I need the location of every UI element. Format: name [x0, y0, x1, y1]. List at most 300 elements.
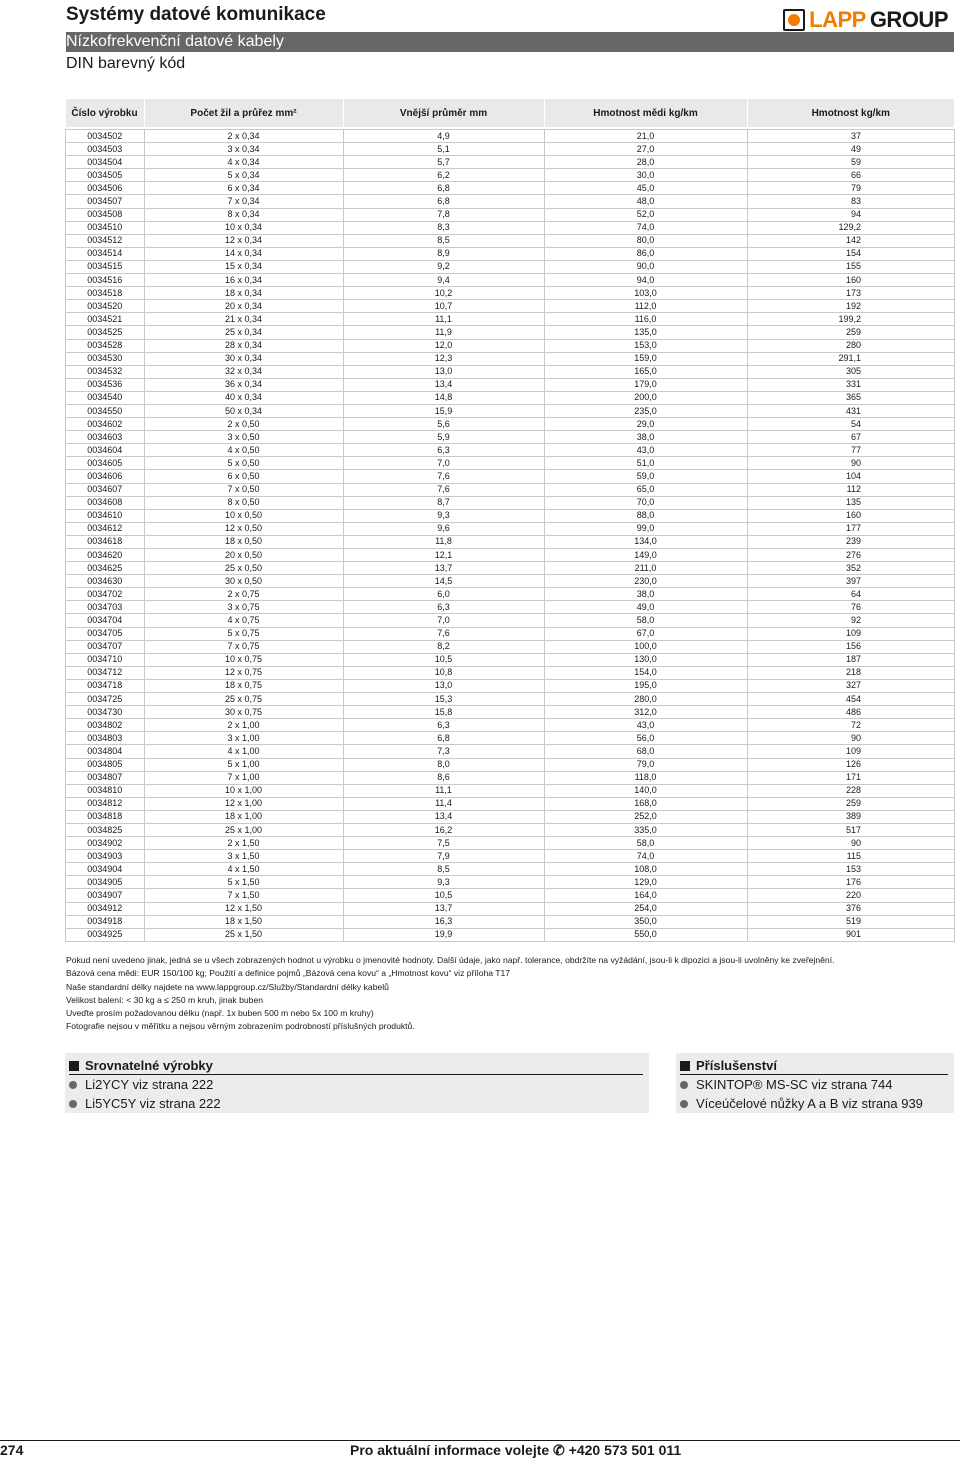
cell-copper-weight: 38,0 — [544, 431, 747, 444]
cell-product-number: 0034610 — [66, 509, 145, 522]
cell-product-number: 0034625 — [66, 562, 145, 575]
cell-cores: 25 x 0,75 — [144, 693, 343, 706]
cell-weight: 486 — [747, 706, 955, 719]
cell-cores: 30 x 0,75 — [144, 706, 343, 719]
cell-product-number: 0034503 — [66, 143, 145, 156]
table-row — [66, 915, 955, 928]
table-row — [66, 666, 955, 679]
cell-outer-diameter: 11,1 — [343, 784, 544, 797]
cell-weight: 901 — [747, 928, 955, 941]
page-number: 274 — [0, 1442, 24, 1458]
notes-block — [66, 954, 956, 1034]
note-line: Uveďte prosím požadovanou délku (např. 1x buben 500 m nebo 5x 100 m kruhy) — [66, 1008, 374, 1019]
cell-product-number: 0034525 — [66, 326, 145, 339]
cell-outer-diameter: 7,0 — [343, 457, 544, 470]
cell-weight: 517 — [747, 823, 955, 836]
cell-outer-diameter: 7,6 — [343, 470, 544, 483]
cell-copper-weight: 99,0 — [544, 522, 747, 535]
cell-copper-weight: 100,0 — [544, 640, 747, 653]
cell-weight: 156 — [747, 640, 955, 653]
cell-product-number: 0034904 — [66, 863, 145, 876]
cell-outer-diameter: 7,5 — [343, 837, 544, 850]
cell-product-number: 0034805 — [66, 758, 145, 771]
cell-outer-diameter: 5,9 — [343, 431, 544, 444]
cell-cores: 3 x 0,75 — [144, 601, 343, 614]
cell-outer-diameter: 16,3 — [343, 915, 544, 928]
cell-cores: 5 x 1,50 — [144, 876, 343, 889]
cell-weight: 171 — [747, 771, 955, 784]
cell-cores: 7 x 1,00 — [144, 771, 343, 784]
cell-cores: 21 x 0,34 — [144, 313, 343, 326]
cell-copper-weight: 45,0 — [544, 182, 747, 195]
cell-weight: 327 — [747, 679, 955, 692]
comparable-product-link[interactable]: Li5YC5Y viz strana 222 — [85, 1096, 221, 1111]
cell-copper-weight: 51,0 — [544, 457, 747, 470]
cell-cores: 2 x 1,50 — [144, 837, 343, 850]
cell-weight: 431 — [747, 404, 955, 417]
cell-outer-diameter: 12,0 — [343, 339, 544, 352]
square-bullet-icon — [680, 1061, 690, 1071]
cell-cores: 5 x 0,34 — [144, 169, 343, 182]
cell-product-number: 0034512 — [66, 234, 145, 247]
cell-outer-diameter: 8,5 — [343, 234, 544, 247]
cell-cores: 7 x 1,50 — [144, 889, 343, 902]
cell-cores: 5 x 0,75 — [144, 627, 343, 640]
table-row — [66, 313, 955, 326]
table-row — [66, 850, 955, 863]
cell-copper-weight: 56,0 — [544, 732, 747, 745]
cell-outer-diameter: 6,3 — [343, 444, 544, 457]
cell-copper-weight: 154,0 — [544, 666, 747, 679]
cell-outer-diameter: 10,2 — [343, 287, 544, 300]
cell-product-number: 0034710 — [66, 653, 145, 666]
cell-copper-weight: 235,0 — [544, 404, 747, 417]
table-row — [66, 365, 955, 378]
cell-product-number: 0034712 — [66, 666, 145, 679]
cell-product-number: 0034504 — [66, 156, 145, 169]
cell-copper-weight: 94,0 — [544, 274, 747, 287]
cell-outer-diameter: 14,8 — [343, 391, 544, 404]
cell-outer-diameter: 11,9 — [343, 326, 544, 339]
cell-product-number: 0034536 — [66, 378, 145, 391]
cell-product-number: 0034825 — [66, 823, 145, 836]
cell-weight: 77 — [747, 444, 955, 457]
cell-outer-diameter: 7,6 — [343, 627, 544, 640]
cell-cores: 15 x 0,34 — [144, 260, 343, 273]
cell-product-number: 0034705 — [66, 627, 145, 640]
cell-outer-diameter: 6,8 — [343, 732, 544, 745]
accessories-title: Příslušenství — [696, 1058, 777, 1073]
cell-copper-weight: 108,0 — [544, 863, 747, 876]
cell-outer-diameter: 7,6 — [343, 483, 544, 496]
cell-weight: 142 — [747, 234, 955, 247]
cell-product-number: 0034602 — [66, 418, 145, 431]
note-line: Velikost balení: < 30 kg a ≤ 250 m kruh, jinak buben — [66, 994, 264, 1005]
cell-copper-weight: 116,0 — [544, 313, 747, 326]
cell-copper-weight: 21,0 — [544, 130, 747, 143]
cell-product-number: 0034540 — [66, 391, 145, 404]
cell-outer-diameter: 13,4 — [343, 810, 544, 823]
cell-cores: 12 x 0,75 — [144, 666, 343, 679]
cell-copper-weight: 112,0 — [544, 300, 747, 313]
cell-copper-weight: 165,0 — [544, 365, 747, 378]
cell-cores: 4 x 0,34 — [144, 156, 343, 169]
table-row — [66, 274, 955, 287]
cell-cores: 2 x 1,00 — [144, 719, 343, 732]
cell-copper-weight: 49,0 — [544, 601, 747, 614]
cell-copper-weight: 58,0 — [544, 614, 747, 627]
cell-copper-weight: 88,0 — [544, 509, 747, 522]
cell-cores: 50 x 0,34 — [144, 404, 343, 417]
cell-cores: 6 x 0,34 — [144, 182, 343, 195]
cell-outer-diameter: 13,7 — [343, 562, 544, 575]
cell-cores: 5 x 0,50 — [144, 457, 343, 470]
cell-product-number: 0034607 — [66, 483, 145, 496]
cell-product-number: 0034725 — [66, 693, 145, 706]
cell-product-number: 0034912 — [66, 902, 145, 915]
cell-copper-weight: 48,0 — [544, 195, 747, 208]
cell-cores: 2 x 0,75 — [144, 588, 343, 601]
cell-weight: 220 — [747, 889, 955, 902]
table-row — [66, 706, 955, 719]
cell-weight: 305 — [747, 365, 955, 378]
cell-copper-weight: 200,0 — [544, 391, 747, 404]
section-subtitle: Nízkofrekvenční datové kabely — [66, 32, 954, 52]
cell-cores: 7 x 0,50 — [144, 483, 343, 496]
cell-weight: 59 — [747, 156, 955, 169]
cell-weight: 83 — [747, 195, 955, 208]
table-row — [66, 470, 955, 483]
cell-copper-weight: 159,0 — [544, 352, 747, 365]
cell-outer-diameter: 8,6 — [343, 771, 544, 784]
cell-copper-weight: 70,0 — [544, 496, 747, 509]
table-row — [66, 234, 955, 247]
table-row — [66, 404, 955, 417]
cell-cores: 12 x 1,50 — [144, 902, 343, 915]
table-row — [66, 522, 955, 535]
cell-product-number: 0034905 — [66, 876, 145, 889]
cell-product-number: 0034810 — [66, 784, 145, 797]
table-row — [66, 509, 955, 522]
cell-copper-weight: 79,0 — [544, 758, 747, 771]
cell-weight: 54 — [747, 418, 955, 431]
accessory-link[interactable]: SKINTOP® MS-SC viz strana 744 — [696, 1077, 893, 1092]
cell-weight: 331 — [747, 378, 955, 391]
cell-product-number: 0034603 — [66, 431, 145, 444]
cell-copper-weight: 179,0 — [544, 378, 747, 391]
dot-bullet-icon — [680, 1081, 688, 1089]
cell-product-number: 0034521 — [66, 313, 145, 326]
col-header-outer-diameter: Vnější průměr mm — [343, 99, 544, 127]
cell-outer-diameter: 5,7 — [343, 156, 544, 169]
section-subsubtitle: DIN barevný kód — [66, 55, 186, 72]
cell-cores: 4 x 0,50 — [144, 444, 343, 457]
table-row — [66, 300, 955, 313]
cell-weight: 64 — [747, 588, 955, 601]
table-row — [66, 483, 955, 496]
cell-outer-diameter: 11,8 — [343, 535, 544, 548]
cell-outer-diameter: 6,3 — [343, 719, 544, 732]
cell-copper-weight: 134,0 — [544, 535, 747, 548]
cell-copper-weight: 29,0 — [544, 418, 747, 431]
cell-copper-weight: 38,0 — [544, 588, 747, 601]
col-header-copper-weight: Hmotnost mědi kg/km — [544, 99, 747, 127]
cell-product-number: 0034718 — [66, 679, 145, 692]
cell-weight: 90 — [747, 732, 955, 745]
cell-product-number: 0034528 — [66, 339, 145, 352]
cell-weight: 276 — [747, 549, 955, 562]
cell-cores: 4 x 0,75 — [144, 614, 343, 627]
cell-product-number: 0034903 — [66, 850, 145, 863]
cell-product-number: 0034803 — [66, 732, 145, 745]
cell-weight: 259 — [747, 326, 955, 339]
cell-cores: 18 x 0,34 — [144, 287, 343, 300]
cell-cores: 5 x 1,00 — [144, 758, 343, 771]
note-line: Pokud není uvedeno jinak, jedná se u všech zobrazených hodnot u výrobku o jmenovité hodnoty. Další údaje, jako např. tolerance, obdržíte na vyžádání, jsou-li k dipozici a jsou-li uvolněny ke zveřejnění. — [66, 955, 835, 965]
cell-product-number: 0034802 — [66, 719, 145, 732]
cell-weight: 177 — [747, 522, 955, 535]
table-row — [66, 653, 955, 666]
cell-cores: 16 x 0,34 — [144, 274, 343, 287]
cell-cores: 30 x 0,34 — [144, 352, 343, 365]
cell-cores: 25 x 1,50 — [144, 928, 343, 941]
cell-outer-diameter: 6,0 — [343, 588, 544, 601]
cell-weight: 79 — [747, 182, 955, 195]
table-row — [66, 339, 955, 352]
cell-outer-diameter: 10,5 — [343, 889, 544, 902]
cell-cores: 20 x 0,50 — [144, 549, 343, 562]
cell-outer-diameter: 5,1 — [343, 143, 544, 156]
cell-cores: 2 x 0,34 — [144, 130, 343, 143]
cell-copper-weight: 80,0 — [544, 234, 747, 247]
cell-cores: 30 x 0,50 — [144, 575, 343, 588]
cell-copper-weight: 550,0 — [544, 928, 747, 941]
table-row — [66, 823, 955, 836]
cell-weight: 112 — [747, 483, 955, 496]
cell-product-number: 0034804 — [66, 745, 145, 758]
cell-copper-weight: 30,0 — [544, 169, 747, 182]
table-row — [66, 640, 955, 653]
cell-product-number: 0034550 — [66, 404, 145, 417]
cell-weight: 129,2 — [747, 221, 955, 234]
cell-copper-weight: 149,0 — [544, 549, 747, 562]
cell-copper-weight: 195,0 — [544, 679, 747, 692]
cell-weight: 126 — [747, 758, 955, 771]
cell-product-number: 0034807 — [66, 771, 145, 784]
cell-outer-diameter: 15,3 — [343, 693, 544, 706]
cell-product-number: 0034704 — [66, 614, 145, 627]
cell-weight: 92 — [747, 614, 955, 627]
table-row — [66, 418, 955, 431]
cell-cores: 8 x 0,34 — [144, 208, 343, 221]
cell-outer-diameter: 8,2 — [343, 640, 544, 653]
comparable-product-link[interactable]: Li2YCY viz strana 222 — [85, 1077, 214, 1092]
cell-cores: 36 x 0,34 — [144, 378, 343, 391]
cell-product-number: 0034630 — [66, 575, 145, 588]
cell-cores: 4 x 1,50 — [144, 863, 343, 876]
cell-outer-diameter: 15,9 — [343, 404, 544, 417]
cell-cores: 7 x 0,75 — [144, 640, 343, 653]
cell-weight: 90 — [747, 837, 955, 850]
lapp-group-logo — [783, 7, 948, 33]
cell-copper-weight: 27,0 — [544, 143, 747, 156]
cell-outer-diameter: 9,3 — [343, 509, 544, 522]
accessories-box — [676, 1053, 954, 1113]
table-row — [66, 837, 955, 850]
cell-copper-weight: 140,0 — [544, 784, 747, 797]
product-table — [65, 99, 955, 942]
table-row — [66, 195, 955, 208]
cell-outer-diameter: 9,2 — [343, 260, 544, 273]
table-row — [66, 889, 955, 902]
cell-outer-diameter: 19,9 — [343, 928, 544, 941]
cell-copper-weight: 211,0 — [544, 562, 747, 575]
cell-outer-diameter: 6,8 — [343, 182, 544, 195]
cell-cores: 14 x 0,34 — [144, 247, 343, 260]
cell-weight: 109 — [747, 627, 955, 640]
cell-cores: 25 x 0,34 — [144, 326, 343, 339]
cell-copper-weight: 252,0 — [544, 810, 747, 823]
cell-weight: 199,2 — [747, 313, 955, 326]
table-row — [66, 562, 955, 575]
cell-outer-diameter: 8,0 — [343, 758, 544, 771]
cell-outer-diameter: 5,6 — [343, 418, 544, 431]
cell-cores: 3 x 0,50 — [144, 431, 343, 444]
table-row — [66, 444, 955, 457]
cell-outer-diameter: 8,7 — [343, 496, 544, 509]
table-body — [66, 130, 955, 942]
cell-product-number: 0034918 — [66, 915, 145, 928]
table-row — [66, 797, 955, 810]
cell-weight: 109 — [747, 745, 955, 758]
cell-product-number: 0034707 — [66, 640, 145, 653]
cell-weight: 155 — [747, 260, 955, 273]
note-line: Fotografie nejsou v měřítku a nejsou věrným zobrazením podrobností příslušných produktů. — [66, 1021, 415, 1032]
cell-weight: 76 — [747, 601, 955, 614]
cell-outer-diameter: 9,4 — [343, 274, 544, 287]
lapp-logo-icon — [783, 9, 805, 31]
cell-copper-weight: 28,0 — [544, 156, 747, 169]
table-row — [66, 863, 955, 876]
cell-weight: 154 — [747, 247, 955, 260]
cell-product-number: 0034520 — [66, 300, 145, 313]
cell-product-number: 0034818 — [66, 810, 145, 823]
cell-product-number: 0034510 — [66, 221, 145, 234]
cell-product-number: 0034812 — [66, 797, 145, 810]
cell-outer-diameter: 13,4 — [343, 378, 544, 391]
cell-copper-weight: 65,0 — [544, 483, 747, 496]
cell-weight: 454 — [747, 693, 955, 706]
dot-bullet-icon — [69, 1100, 77, 1108]
cell-outer-diameter: 9,6 — [343, 522, 544, 535]
cell-weight: 160 — [747, 274, 955, 287]
cell-weight: 49 — [747, 143, 955, 156]
cell-outer-diameter: 8,5 — [343, 863, 544, 876]
cell-product-number: 0034518 — [66, 287, 145, 300]
cell-copper-weight: 59,0 — [544, 470, 747, 483]
cell-copper-weight: 43,0 — [544, 444, 747, 457]
cell-outer-diameter: 13,0 — [343, 365, 544, 378]
cell-product-number: 0034703 — [66, 601, 145, 614]
logo-group-text: GROUP — [869, 7, 948, 32]
comparable-products-title: Srovnatelné výrobky — [85, 1058, 213, 1073]
cell-cores: 6 x 0,50 — [144, 470, 343, 483]
cell-copper-weight: 129,0 — [544, 876, 747, 889]
table-row — [66, 326, 955, 339]
cell-cores: 7 x 0,34 — [144, 195, 343, 208]
table-row — [66, 182, 955, 195]
cell-outer-diameter: 6,3 — [343, 601, 544, 614]
cell-copper-weight: 90,0 — [544, 260, 747, 273]
logo-lapp-text: LAPP — [809, 7, 866, 32]
cell-product-number: 0034505 — [66, 169, 145, 182]
cell-outer-diameter: 7,0 — [343, 614, 544, 627]
cell-weight: 397 — [747, 575, 955, 588]
cell-product-number: 0034902 — [66, 837, 145, 850]
cell-product-number: 0034612 — [66, 522, 145, 535]
cell-product-number: 0034608 — [66, 496, 145, 509]
cell-weight: 365 — [747, 391, 955, 404]
table-row — [66, 745, 955, 758]
cell-cores: 10 x 0,75 — [144, 653, 343, 666]
cell-product-number: 0034508 — [66, 208, 145, 221]
table-row — [66, 876, 955, 889]
col-header-product-number: Číslo výrobku — [66, 99, 145, 127]
table-row — [66, 535, 955, 548]
cell-cores: 20 x 0,34 — [144, 300, 343, 313]
cell-copper-weight: 86,0 — [544, 247, 747, 260]
page-title: Systémy datové komunikace — [66, 4, 326, 25]
cell-weight: 187 — [747, 653, 955, 666]
cell-cores: 2 x 0,50 — [144, 418, 343, 431]
cell-outer-diameter: 4,9 — [343, 130, 544, 143]
cell-outer-diameter: 6,8 — [343, 195, 544, 208]
cell-cores: 12 x 0,34 — [144, 234, 343, 247]
table-row — [66, 247, 955, 260]
cell-outer-diameter: 15,8 — [343, 706, 544, 719]
cell-product-number: 0034606 — [66, 470, 145, 483]
comparable-products-box — [65, 1053, 649, 1113]
table-row — [66, 457, 955, 470]
cell-weight: 376 — [747, 902, 955, 915]
cell-product-number: 0034514 — [66, 247, 145, 260]
table-row — [66, 601, 955, 614]
table-row — [66, 221, 955, 234]
cell-weight: 72 — [747, 719, 955, 732]
cell-cores: 8 x 0,50 — [144, 496, 343, 509]
cell-cores: 18 x 1,00 — [144, 810, 343, 823]
cell-cores: 18 x 1,50 — [144, 915, 343, 928]
cell-product-number: 0034507 — [66, 195, 145, 208]
cell-cores: 40 x 0,34 — [144, 391, 343, 404]
note-line: Bázová cena mědi: EUR 150/100 kg; Použití a definice pojmů „Bázová cena kovu“ a „Hmotnost kovu“ viz příloha T17 — [66, 968, 511, 979]
cell-copper-weight: 230,0 — [544, 575, 747, 588]
cell-cores: 4 x 1,00 — [144, 745, 343, 758]
cell-product-number: 0034502 — [66, 130, 145, 143]
cell-outer-diameter: 12,1 — [343, 549, 544, 562]
cell-weight: 160 — [747, 509, 955, 522]
cell-outer-diameter: 13,0 — [343, 679, 544, 692]
accessory-link[interactable]: Víceúčelové nůžky A a B viz strana 939 — [696, 1096, 923, 1111]
cell-outer-diameter: 10,7 — [343, 300, 544, 313]
cell-cores: 25 x 0,50 — [144, 562, 343, 575]
cell-cores: 10 x 0,50 — [144, 509, 343, 522]
cell-copper-weight: 335,0 — [544, 823, 747, 836]
table-row — [66, 496, 955, 509]
cell-product-number: 0034530 — [66, 352, 145, 365]
page-header — [66, 4, 954, 75]
table-row — [66, 352, 955, 365]
